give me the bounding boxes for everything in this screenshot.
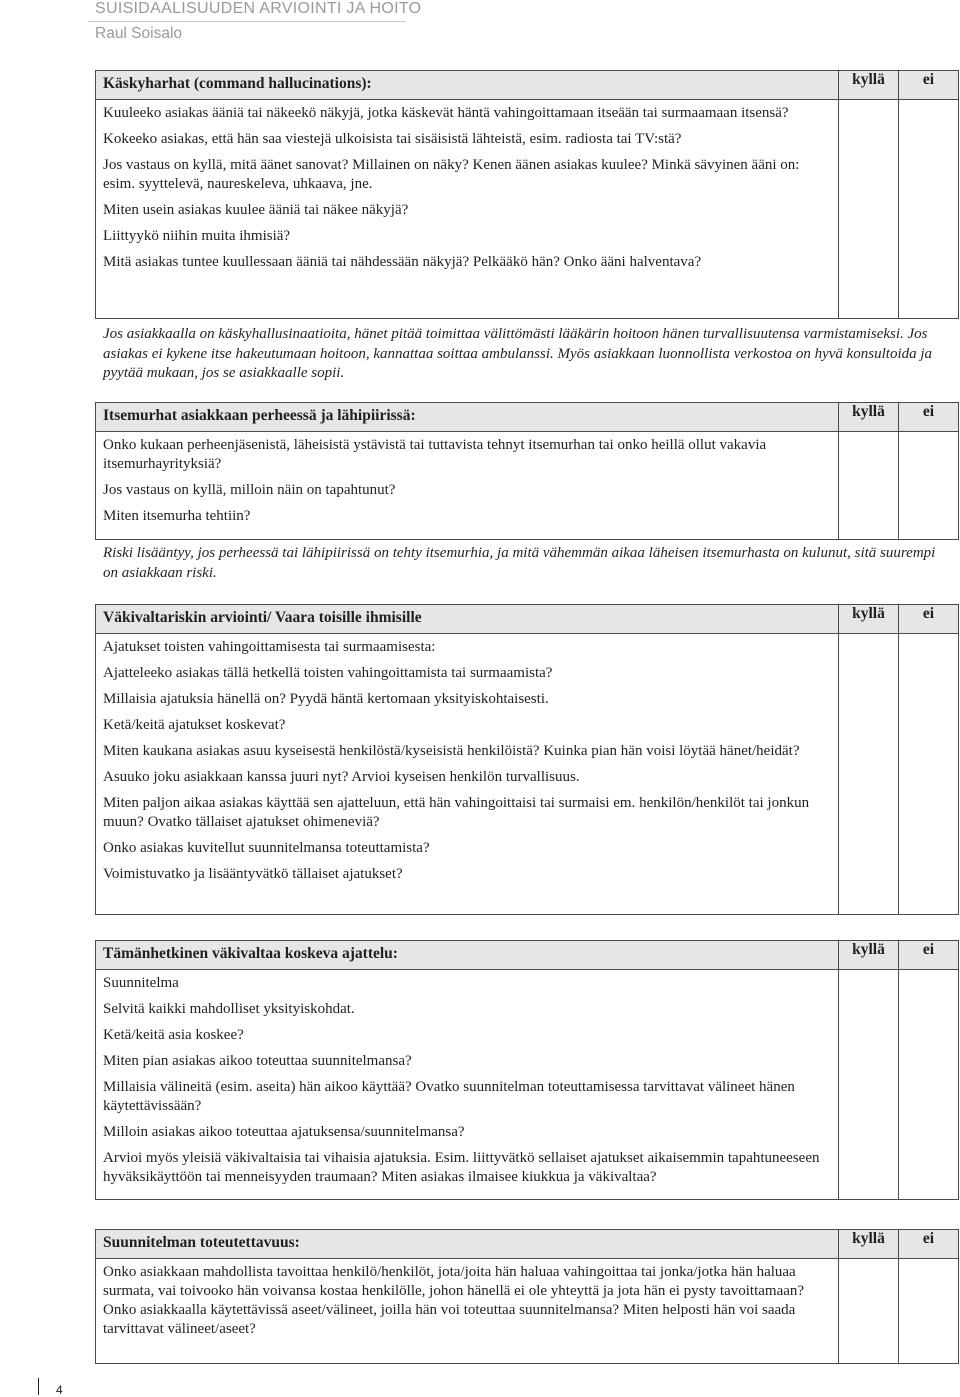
question-table [95, 940, 959, 1200]
questions-cell [96, 1259, 839, 1364]
section-title: Käskyharhat (command hallucinations): [103, 75, 372, 92]
section-header [96, 1230, 839, 1259]
question-item: Onko asiakas kuvitellut suunnitelmansa toteuttamista? [103, 840, 430, 856]
question-item: Mitä asiakas tuntee kuullessaan ääniä tai nähdessään näkyjä? Pelkääkö hän? Onko ääni halventava? [103, 254, 702, 270]
question-table [95, 70, 959, 319]
yes-column-header: kyllä [839, 403, 899, 432]
question-item: Suunnitelma [103, 975, 179, 991]
section-title: Suunnitelman toteutettavuus: [103, 1234, 300, 1251]
no-column-header: ei [899, 71, 959, 100]
question-table [95, 402, 959, 540]
question-item: Kokeeko asiakas, että hän saa viestejä ulkoisista tai sisäisistä lähteistä, esim. radiosta tai TV:stä? [103, 131, 682, 147]
yes-column-header: kyllä [839, 605, 899, 634]
section-note: Jos asiakkaalla on käskyhallusinaatioita, hänet pitää toimittaa välittömästi lääkärin hoitoon hänen turvallisuutensa varmistamiseksi. Jos asiakas ei kykene itse hakeutumaan hoitoon, kannattaa soittaa ambulanssi. Myös asiakkaan luonnollista verkostoa on hyvä konsultoida ja pyytää mukaan, jos se asiakkaalle sopii. [103, 326, 933, 381]
no-column-header: ei [899, 403, 959, 432]
question-item: Millaisia ajatuksia hänellä on? Pyydä häntä kertomaan yksityiskohtaisesti. [103, 691, 549, 707]
question-item: Miten itsemurha tehtiin? [103, 508, 251, 524]
question-table [95, 1229, 959, 1364]
question-item: Millaisia välineitä (esim. aseita) hän aikoo käyttää? Ovatko suunnitelman toteuttamisessa tarvittavat välineet hänen käytettävissään? [103, 1079, 795, 1114]
no-column-header: ei [899, 605, 959, 634]
yes-column-header: kyllä [839, 941, 899, 970]
header-rule [88, 21, 406, 22]
section-command-hallucinations [95, 70, 958, 384]
section-title: Itsemurhat asiakkaan perheessä ja lähipiirissä: [103, 407, 416, 424]
yes-column-header: kyllä [839, 1230, 899, 1259]
no-answer-box[interactable] [899, 432, 959, 540]
running-header-author: Raul Soisalo [95, 25, 183, 42]
section-header [96, 71, 839, 100]
section-violence-risk [95, 604, 958, 915]
no-answer-box[interactable] [899, 100, 959, 319]
question-item: Onko kukaan perheenjäsenistä, läheisistä ystävistä tai tuttavista tehnyt itsemurhan tai onko heillä ollut vakavia itsemurhayrityksiä? [103, 437, 767, 472]
yes-answer-box[interactable] [839, 970, 899, 1200]
question-item: Arvioi myös yleisiä väkivaltaisia tai vihaisia ajatuksia. Esim. liittyvätkö sellaiset ajatukset aikaisemmin tapahtuneeseen hyväksikäyttöön tai menneisyyden traumaan? Miten asiakas ilmaisee kiukkua ja väkivaltaa? [103, 1150, 820, 1185]
question-item: Jos vastaus on kyllä, milloin näin on tapahtunut? [103, 482, 396, 498]
no-answer-box[interactable] [899, 970, 959, 1200]
section-current-violent-thinking [95, 940, 958, 1200]
question-item: Miten pian asiakas aikoo toteuttaa suunnitelmansa? [103, 1053, 412, 1069]
question-item: Ketä/keitä asia koskee? [103, 1027, 244, 1043]
question-item: Jos vastaus on kyllä, mitä äänet sanovat? Millainen on näky? Kenen äänen asiakas kuulee? Minkä sävyinen ääni on: esim. syyttelevä, naureskeleva, uhkaava, jne. [103, 157, 800, 192]
question-item: Onko asiakkaan mahdollista tavoittaa henkilö/henkilöt, jota/joita hän haluaa vahingoittaa tai jonka/jotka hän haluaa surmata, vai toivooko hän voivansa kostaa henkilölle, johon hänellä ei ole yhteyttä ja jota hän ei pysty tavoittamaan? [103, 1264, 805, 1299]
questions-cell [96, 432, 839, 540]
yes-answer-box[interactable] [839, 1259, 899, 1364]
no-answer-box[interactable] [899, 1259, 959, 1364]
section-plan-feasibility [95, 1229, 958, 1364]
questions-cell [96, 634, 839, 915]
section-family-suicides [95, 402, 958, 583]
no-column-header: ei [899, 941, 959, 970]
yes-answer-box[interactable] [839, 634, 899, 915]
question-item: Ketä/keitä ajatukset koskevat? [103, 717, 286, 733]
question-item: Ajatukset toisten vahingoittamisesta tai surmaamisesta: [103, 639, 436, 655]
section-header [96, 605, 839, 634]
yes-answer-box[interactable] [839, 432, 899, 540]
question-table [95, 604, 959, 915]
question-item: Liittyykö niihin muita ihmisiä? [103, 228, 291, 244]
section-header [96, 941, 839, 970]
question-item: Asuuko joku asiakkaan kanssa juuri nyt? Arvioi kyseisen henkilön turvallisuus. [103, 769, 580, 785]
page-number: 4 [56, 1383, 63, 1397]
no-answer-box[interactable] [899, 634, 959, 915]
question-item: Selvitä kaikki mahdolliset yksityiskohdat. [103, 1001, 355, 1017]
running-header-title: SUISIDAALISUUDEN ARVIOINTI JA HOITO [95, 0, 422, 17]
question-item: Ajatteleeko asiakas tällä hetkellä toisten vahingoittamista tai surmaamista? [103, 665, 553, 681]
page-marker-line [38, 1378, 39, 1395]
yes-answer-box[interactable] [839, 100, 899, 319]
no-column-header: ei [899, 1230, 959, 1259]
section-title: Tämänhetkinen väkivaltaa koskeva ajattelu: [103, 945, 398, 962]
yes-column-header: kyllä [839, 71, 899, 100]
question-item: Miten kaukana asiakas asuu kyseisestä henkilöstä/kyseisistä henkilöistä? Kuinka pian hän voisi löytää hänet/heidät? [103, 743, 800, 759]
questions-cell [96, 970, 839, 1200]
question-item: Kuuleeko asiakas ääniä tai näkeekö näkyjä, jotka käskevät häntä vahingoittamaan itseään tai surmaamaan itsensä? [103, 105, 789, 121]
question-item: Onko asiakkaalla käytettävissä aseet/välineet, joilla hän voi toteuttaa suunnitelmansa? Miten helposti hän voi saada tarvittavat välineet/aseet? [103, 1302, 796, 1337]
question-item: Miten usein asiakas kuulee ääniä tai näkee näkyjä? [103, 202, 409, 218]
question-item: Milloin asiakas aikoo toteuttaa ajatuksensa/suunnitelmansa? [103, 1124, 465, 1140]
questions-cell [96, 100, 839, 319]
section-note: Riski lisääntyy, jos perheessä tai lähipiirissä on tehty itsemurhia, ja mitä vähemmän aikaa läheisen itsemurhasta on kulunut, sitä suurempi on asiakkaan riski. [103, 545, 936, 581]
section-title: Väkivaltariskin arviointi/ Vaara toisille ihmisille [103, 609, 422, 626]
question-item: Miten paljon aikaa asiakas käyttää sen ajatteluun, että hän vahingoittaisi tai surmaisi em. henkilön/henkilöt tai jonkun muun? Ovatko tällaiset ajatukset ohimeneviä? [103, 795, 810, 830]
question-item: Voimistuvatko ja lisääntyvätkö tällaiset ajatukset? [103, 866, 403, 882]
section-header [96, 403, 839, 432]
